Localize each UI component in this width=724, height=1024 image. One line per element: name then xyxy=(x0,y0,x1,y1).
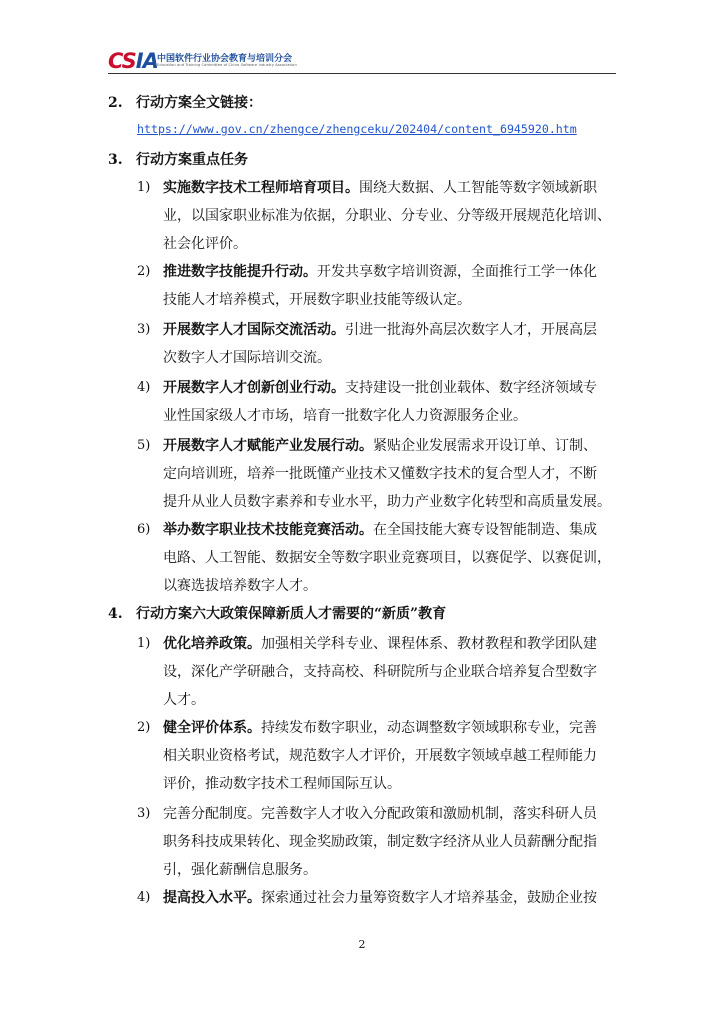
list-item: 3) 完善分配制度。完善数字人才收入分配政策和激励机制，落实科研人员 职务科技成果转化、现金奖励政策，制定数字经济从业人员薪酬分配指 引，强化薪酬信息服务。 xyxy=(137,806,597,878)
item-title: 举办数字职业技术技能竞赛活动。 xyxy=(163,522,373,538)
page-number: 2 xyxy=(358,938,366,951)
item-title: 提高投入水平。 xyxy=(163,890,261,906)
item-title: 优化培养政策。 xyxy=(163,636,261,652)
csia-logo: CSIA xyxy=(108,49,158,73)
list-item: 5) 开展数字人才赋能产业发展行动。紧贴企业发展需求开设订单、订制、 定向培训班，培养一批既懂产业技术又懂数字技术的复合型人才，不断 提升从业人员数字素养和专业水平，助力产业数字化转型和高质量发展。 xyxy=(137,438,611,510)
list-item: 4) 提高投入水平。探索通过社会力量筹资数字人才培养基金，鼓励企业按 xyxy=(137,890,597,906)
item-title: 实施数字技术工程师培育项目。 xyxy=(163,180,359,196)
list-item: 2) 推进数字技能提升行动。开发共享数字培训资源，全面推行工学一体化 技能人才培养模式，开展数字职业技能等级认定。 xyxy=(137,264,597,308)
list-item: 2) 健全评价体系。持续发布数字职业，动态调整数字领域职称专业，完善 相关职业资格考试，规范数字人才评价，开展数字领域卓越工程师能力 评价，推动数字技术工程师国际互认。 xyxy=(137,720,597,792)
list-item: 3) 开展数字人才国际交流活动。引进一批海外高层次数字人才，开展高层 次数字人才国际培训交流。 xyxy=(137,322,597,366)
header-divider xyxy=(108,73,616,74)
item-title: 开展数字人才创新创业行动。 xyxy=(163,380,345,396)
section-heading-4: 4. 行动方案六大政策保障新质人才需要的“新质”教育 xyxy=(108,606,447,622)
item-title: 健全评价体系。 xyxy=(163,720,261,736)
list-item: 6) 举办数字职业技术技能竞赛活动。在全国技能大赛专设智能制造、集成 电路、人工智能、数据安全等数字职业竞赛项目，以赛促学、以赛促训， 以赛选拔培养数字人才。 xyxy=(137,522,611,594)
org-name-en: Education and Training Committee of China Software Industry Association xyxy=(157,63,297,67)
list-item: 4) 开展数字人才创新创业行动。支持建设一批创业载体、数字经济领域专 业性国家级人才市场，培育一批数字化人力资源服务企业。 xyxy=(137,380,597,424)
section-heading-2: 2. 行动方案全文链接： xyxy=(108,95,262,111)
org-name-cn: 中国软件行业协会教育与培训分会 xyxy=(157,54,293,64)
list-item: 1) 优化培养政策。加强相关学科专业、课程体系、教材教程和教学团队建 设，深化产学研融合，支持高校、科研院所与企业联合培养复合型数字 人才。 xyxy=(137,636,597,708)
item-title: 推进数字技能提升行动。 xyxy=(163,264,317,280)
section-heading-3: 3. 行动方案重点任务 xyxy=(108,152,248,168)
item-title: 开展数字人才国际交流活动。 xyxy=(163,322,345,338)
full-text-link[interactable]: https://www.gov.cn/zhengce/zhengceku/202404/content_6945920.htm xyxy=(137,122,577,136)
item-title: 开展数字人才赋能产业发展行动。 xyxy=(163,438,373,454)
list-item: 1) 实施数字技术工程师培育项目。围绕大数据、人工智能等数字领域新职 业，以国家职业标准为依据，分职业、分专业、分等级开展规范化培训、 社会化评价。 xyxy=(137,180,611,252)
